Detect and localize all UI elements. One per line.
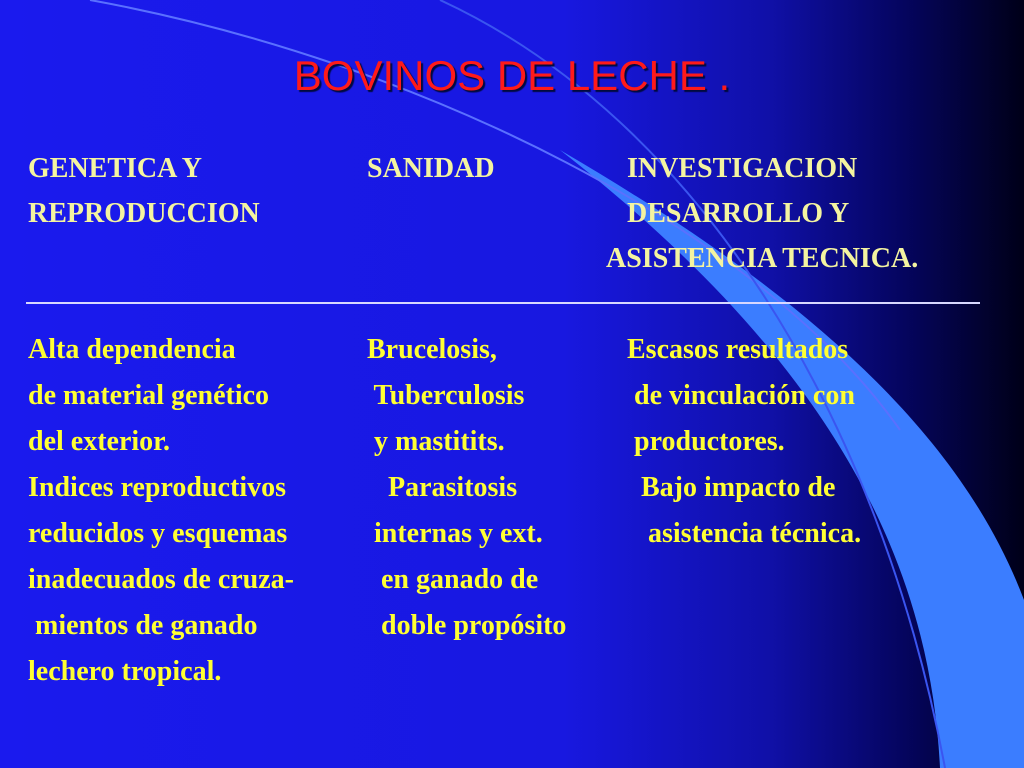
body-line: del exterior. [28,426,171,457]
header-line: ASISTENCIA TECNICA. [606,243,919,274]
header-line: SANIDAD [367,153,495,184]
body-line: productores. [627,426,785,457]
body-line: inadecuados de cruza- [28,564,294,595]
body-line: Tuberculosis [367,380,525,411]
body-line: reducidos y esquemas [28,518,288,549]
header-line: GENETICA Y [28,153,203,184]
body-line: doble propósito [367,610,567,641]
body-line: Alta dependencia [28,334,236,365]
body-line: de vinculación con [627,380,855,411]
header-line: DESARROLLO Y [627,198,850,229]
body-line: Bajo impacto de [627,472,836,503]
body-line: de material genético [28,380,270,411]
header-line: INVESTIGACION [627,153,858,184]
body-line: Indices reproductivos [28,472,286,503]
body-line: Parasitosis [367,472,518,503]
body-line: Escasos resultados [627,334,849,365]
body-line: mientos de ganado [28,610,258,641]
body-line: lechero tropical. [28,656,222,687]
slide-title: BOVINOS DE LECHE . [293,52,731,99]
body-line: Brucelosis, [367,334,497,365]
divider-line [26,302,980,304]
header-line: REPRODUCCION [28,198,260,229]
body-line: y mastitits. [367,426,505,457]
body-line: asistencia técnica. [627,518,862,549]
body-line: internas y ext. [367,518,543,549]
body-line: en ganado de [367,564,539,595]
